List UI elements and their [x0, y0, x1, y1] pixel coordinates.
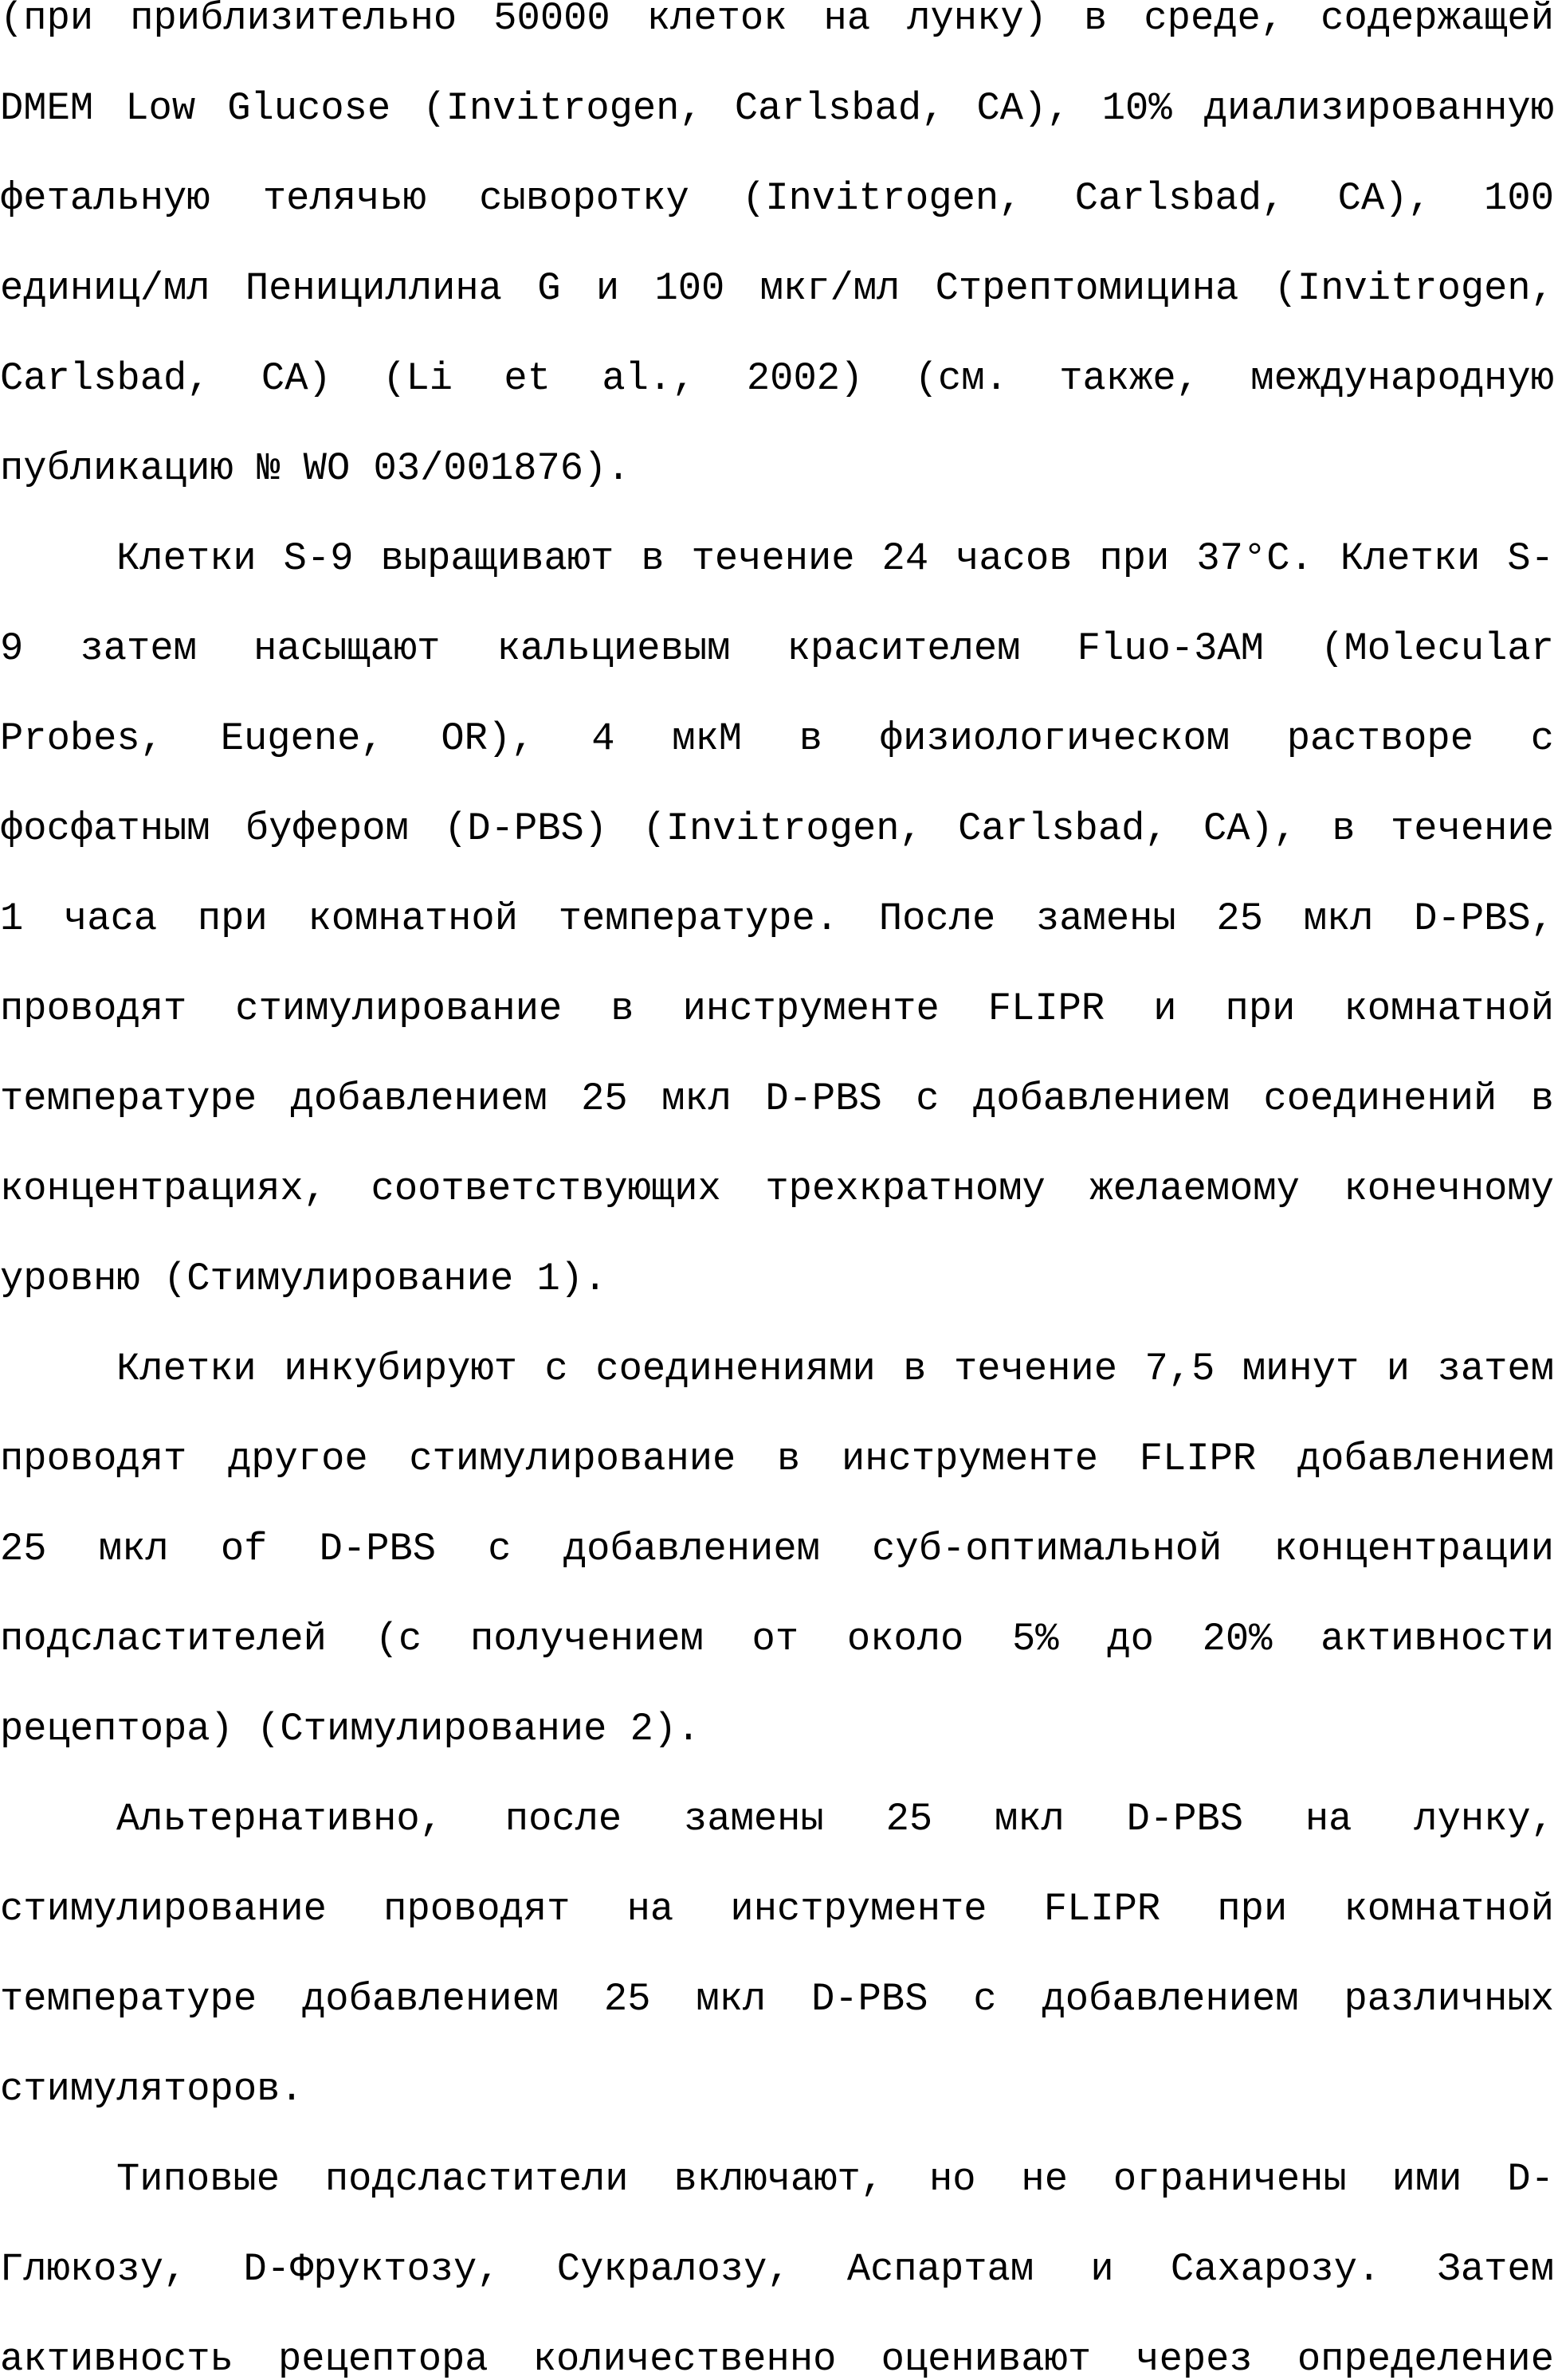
text-line: температуре добавлением 25 мкл D-PBS с добавлением различных	[0, 1977, 1554, 2021]
text-line: Типовые подсластители включают, но не ограничены ими D-	[116, 2157, 1554, 2202]
text-line: публикацию № WO 03/001876).	[0, 446, 630, 491]
text-line: температуре добавлением 25 мкл D-PBS с добавлением соединений в	[0, 1076, 1554, 1121]
text-line: (при приблизительно 50000 клеток на лунку) в среде, содержащей	[0, 0, 1554, 41]
text-line: Альтернативно, после замены 25 мкл D-PBS на лунку,	[116, 1797, 1554, 1841]
text-line: подсластителей (с получением от около 5% до 20% активности	[0, 1617, 1554, 1661]
text-line: 25 мкл of D-PBS с добавлением суб-оптимальной концентрации	[0, 1527, 1554, 1571]
text-line: проводят другое стимулирование в инструменте FLIPR добавлением	[0, 1437, 1554, 1481]
text-line: DMEM Low Glucose (Invitrogen, Carlsbad, CA), 10% диализированную	[0, 86, 1554, 131]
text-line: 9 затем насыщают кальциевым красителем Fluo-3AM (Molecular	[0, 626, 1554, 671]
text-line: Клетки S-9 выращивают в течение 24 часов при 37°C. Клетки S-	[116, 536, 1554, 581]
text-line: Carlsbad, CA) (Li et al., 2002) (см. также, международную	[0, 356, 1554, 401]
text-line: 1 часа при комнатной температуре. После замены 25 мкл D-PBS,	[0, 896, 1554, 941]
text-line: Probes, Eugene, OR), 4 мкМ в физиологическом растворе с	[0, 716, 1554, 761]
text-line: фетальную телячью сыворотку (Invitrogen, Carlsbad, CA), 100	[0, 176, 1554, 221]
text-line: активность рецептора количественно оценивают через определение	[0, 2337, 1554, 2380]
text-line: уровню (Стимулирование 1).	[0, 1257, 607, 1301]
text-line: фосфатным буфером (D-PBS) (Invitrogen, Carlsbad, CA), в течение	[0, 806, 1554, 851]
text-line: Клетки инкубируют с соединениями в течение 7,5 минут и затем	[116, 1347, 1554, 1391]
text-line: стимуляторов.	[0, 2067, 304, 2111]
text-line: концентрациях, соответствующих трехкратному желаемому конечному	[0, 1166, 1554, 1211]
text-line: единиц/мл Пенициллина G и 100 мкг/мл Стрептомицина (Invitrogen,	[0, 266, 1554, 311]
text-line: рецептора) (Стимулирование 2).	[0, 1707, 700, 1751]
text-line: проводят стимулирование в инструменте FLIPR и при комнатной	[0, 986, 1554, 1031]
text-line: Глюкозу, D-Фруктозу, Сукралозу, Аспартам и Сахарозу. Затем	[0, 2247, 1554, 2292]
text-line: стимулирование проводят на инструменте FLIPR при комнатной	[0, 1887, 1554, 1931]
